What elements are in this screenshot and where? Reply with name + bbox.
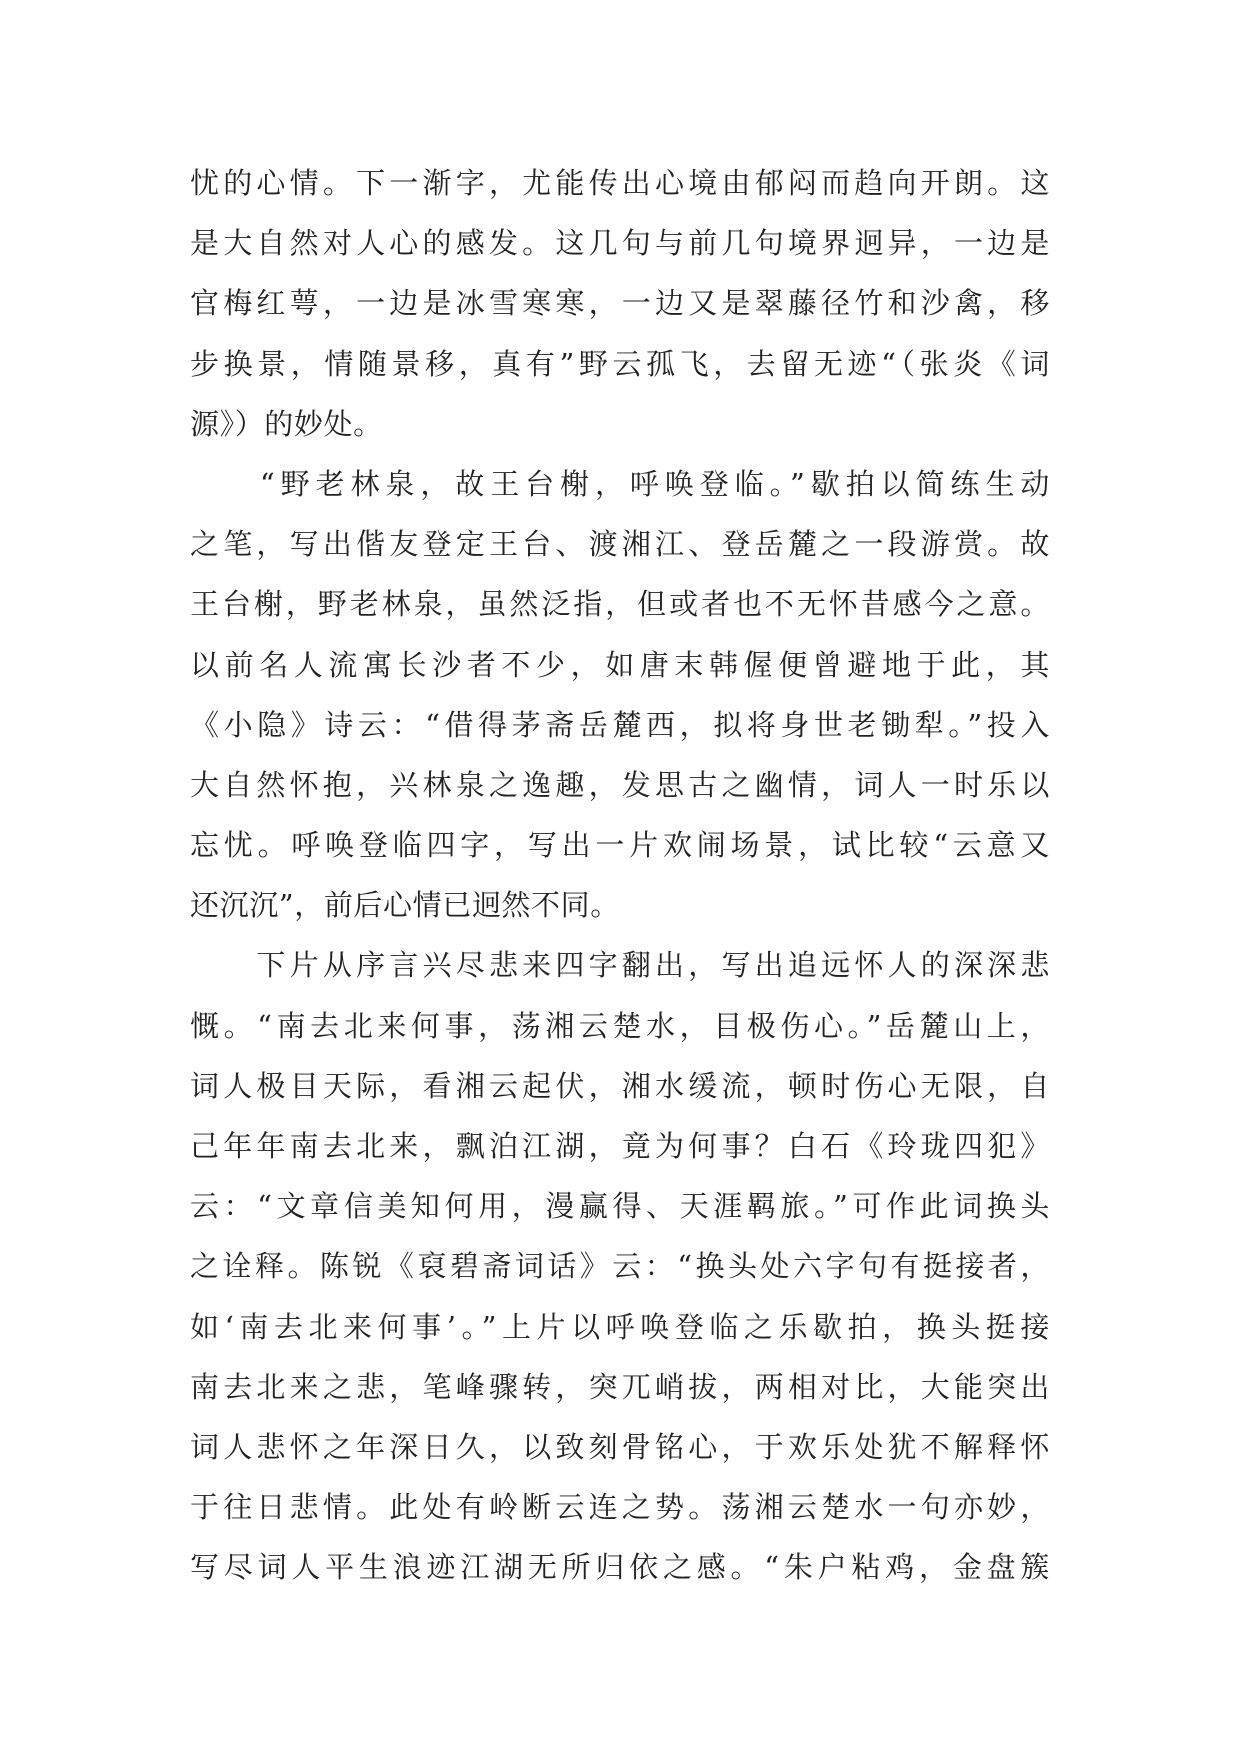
text-line: 源》）的妙处。 [190, 406, 383, 441]
text-line: 还沉沉”，前后心情已迥然不同。 [190, 888, 620, 923]
text-line: 词人极目天际，看湘云起伏，湘水缓流，顿时伤心无限，自 [190, 1068, 1050, 1103]
text-line: 下片从序言兴尽悲来四字翻出，写出追远怀人的深深悲 [190, 948, 1050, 983]
text-line: 词人悲怀之年深日久，以致刻骨铭心，于欢乐处犹不解释怀 [190, 1429, 1050, 1464]
text-line: 步换景，情随景移，真有”野云孤飞，去留无迹“（张炎《词 [190, 346, 1050, 381]
text-line: 己年年南去北来，飘泊江湖，竟为何事？白石《玲珑四犯》 [190, 1129, 1050, 1163]
text-line: 忧的心情。下一渐字，尤能传出心境由郁闷而趋向开朗。这 [190, 166, 1050, 200]
text-line: 官梅红萼，一边是冰雪寒寒，一边又是翠藤径竹和沙禽，移 [190, 286, 1050, 321]
text-line: 是大自然对人心的感发。这几句与前几句境界迥异，一边是 [190, 226, 1050, 261]
text-line: 之诠释。陈锐《裒碧斋词话》云：“换头处六字句有挺接者， [190, 1249, 1050, 1284]
text-line: 云：“文章信美知何用，漫赢得、天涯羁旅。”可作此词换头 [190, 1189, 1050, 1224]
text-line: 写尽词人平生浪迹江湖无所归依之感。“朱户粘鸡，金盘簇 [190, 1550, 1050, 1585]
body-text [190, 153, 1050, 1598]
text-line: 之笔，写出偕友登定王台、渡湘江、登岳麓之一段游赏。故 [190, 527, 1050, 562]
text-line: “野老林泉，故王台榭，呼唤登临。”歇拍以简练生动 [190, 466, 1050, 501]
text-line: 大自然怀抱，兴林泉之逸趣，发思古之幽情，词人一时乐以 [190, 767, 1050, 802]
text-line: 南去北来之悲，笔峰骤转，突兀峭拔，两相对比，大能突出 [190, 1369, 1050, 1404]
text-line: 《小隐》诗云：“借得茅斋岳麓西，拟将身世老锄犁。”投入 [190, 707, 1050, 742]
text-line: 如‘南去北来何事’。”上片以呼唤登临之乐歇拍，换头挺接 [190, 1309, 1050, 1344]
text-line: 以前名人流寓长沙者不少，如唐末韩偓便曾避地于此，其 [190, 647, 1050, 682]
text-line: 慨。“南去北来何事，荡湘云楚水，目极伤心。”岳麓山上， [190, 1008, 1050, 1043]
text-line: 于往日悲情。此处有岭断云连之势。荡湘云楚水一句亦妙， [190, 1490, 1050, 1525]
text-line: 王台榭，野老林泉，虽然泛指，但或者也不无怀昔感今之意。 [190, 587, 1050, 622]
text-line: 忘忧。呼唤登临四字，写出一片欢闹场景，试比较“云意又 [190, 828, 1050, 863]
